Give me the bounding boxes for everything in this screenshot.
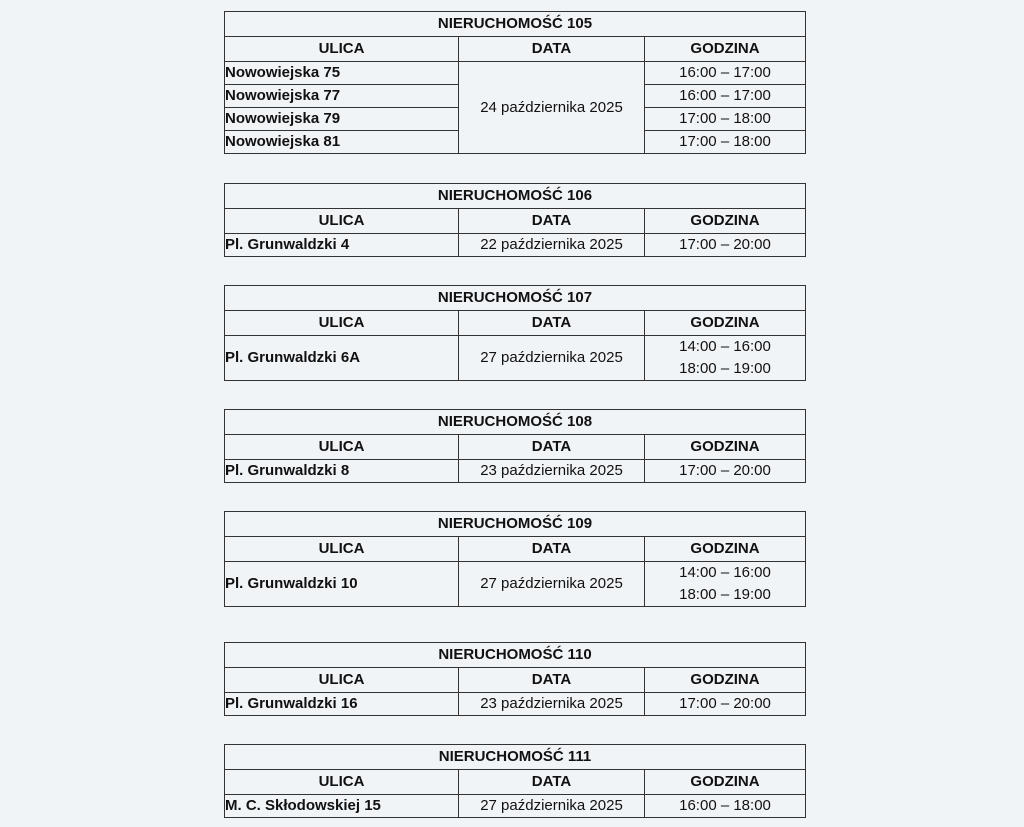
property-title: NIERUCHOMOŚĆ 111: [225, 745, 806, 770]
street-cell: Pl. Grunwaldzki 8: [225, 460, 459, 483]
street-cell: Pl. Grunwaldzki 10: [225, 562, 459, 607]
column-header-date: DATA: [459, 770, 645, 795]
column-header-date: DATA: [459, 311, 645, 336]
column-header-time: GODZINA: [645, 435, 806, 460]
column-header-date: DATA: [459, 37, 645, 62]
property-title: NIERUCHOMOŚĆ 106: [225, 184, 806, 209]
property-title: NIERUCHOMOŚĆ 109: [225, 512, 806, 537]
time-cell: 17:00 – 20:00: [645, 693, 806, 716]
time-cell: [645, 336, 806, 381]
property-table-110: [224, 642, 806, 716]
date-cell: 27 października 2025: [459, 795, 645, 818]
table-row: [225, 562, 806, 607]
column-header-time: GODZINA: [645, 37, 806, 62]
property-title: NIERUCHOMOŚĆ 107: [225, 286, 806, 311]
date-cell: 22 października 2025: [459, 234, 645, 257]
property-title: NIERUCHOMOŚĆ 108: [225, 410, 806, 435]
time-cell: 17:00 – 20:00: [645, 234, 806, 257]
column-header-date: DATA: [459, 537, 645, 562]
time-range: 18:00 – 19:00: [679, 360, 771, 377]
street-cell: Pl. Grunwaldzki 6A: [225, 336, 459, 381]
property-table-108: [224, 409, 806, 483]
column-header-time: GODZINA: [645, 770, 806, 795]
table-row: [225, 693, 806, 716]
column-header-street: ULICA: [225, 311, 459, 336]
property-title: NIERUCHOMOŚĆ 110: [225, 643, 806, 668]
table-row: [225, 336, 806, 381]
column-header-date: DATA: [459, 435, 645, 460]
table-row: [225, 795, 806, 818]
date-cell: 24 października 2025: [459, 62, 645, 154]
property-table-105: [224, 11, 806, 154]
column-header-street: ULICA: [225, 37, 459, 62]
column-header-street: ULICA: [225, 537, 459, 562]
property-table-106: [224, 183, 806, 257]
street-cell: Nowowiejska 77: [225, 85, 459, 108]
column-header-time: GODZINA: [645, 537, 806, 562]
time-cell: 17:00 – 18:00: [645, 108, 806, 131]
time-cell: 16:00 – 17:00: [645, 85, 806, 108]
street-cell: Nowowiejska 79: [225, 108, 459, 131]
time-cell: 17:00 – 20:00: [645, 460, 806, 483]
column-header-date: DATA: [459, 209, 645, 234]
column-header-time: GODZINA: [645, 209, 806, 234]
date-cell: 23 października 2025: [459, 693, 645, 716]
time-cell: 16:00 – 17:00: [645, 62, 806, 85]
property-title: NIERUCHOMOŚĆ 105: [225, 12, 806, 37]
time-range: 14:00 – 16:00: [679, 564, 771, 581]
column-header-street: ULICA: [225, 770, 459, 795]
street-cell: Nowowiejska 81: [225, 131, 459, 154]
street-cell: Nowowiejska 75: [225, 62, 459, 85]
street-cell: M. C. Skłodowskiej 15: [225, 795, 459, 818]
property-table-109: [224, 511, 806, 607]
time-range: 18:00 – 19:00: [679, 586, 771, 603]
time-cell: [645, 562, 806, 607]
table-row: [225, 62, 806, 85]
column-header-time: GODZINA: [645, 668, 806, 693]
column-header-date: DATA: [459, 668, 645, 693]
street-cell: Pl. Grunwaldzki 16: [225, 693, 459, 716]
date-cell: 23 października 2025: [459, 460, 645, 483]
date-cell: 27 października 2025: [459, 562, 645, 607]
date-cell: 27 października 2025: [459, 336, 645, 381]
column-header-street: ULICA: [225, 435, 459, 460]
column-header-street: ULICA: [225, 209, 459, 234]
property-table-107: [224, 285, 806, 381]
table-row: [225, 460, 806, 483]
table-row: [225, 234, 806, 257]
property-table-111: [224, 744, 806, 818]
column-header-street: ULICA: [225, 668, 459, 693]
time-cell: 16:00 – 18:00: [645, 795, 806, 818]
time-cell: 17:00 – 18:00: [645, 131, 806, 154]
column-header-time: GODZINA: [645, 311, 806, 336]
time-range: 14:00 – 16:00: [679, 338, 771, 355]
street-cell: Pl. Grunwaldzki 4: [225, 234, 459, 257]
